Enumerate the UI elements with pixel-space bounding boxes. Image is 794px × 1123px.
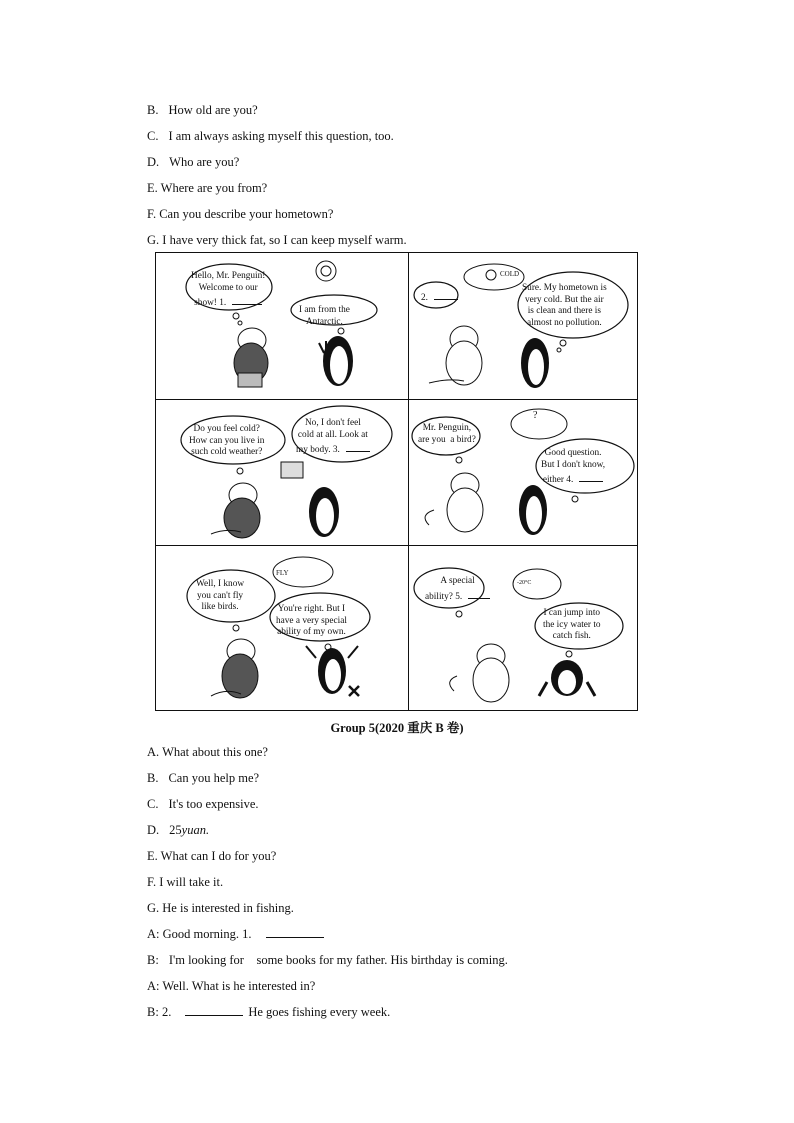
penguin-speech: I can jump into the icy water to catch fish. <box>543 608 601 641</box>
answer-blank <box>185 1005 243 1016</box>
answer-blank <box>434 289 458 300</box>
thought-label: COLD <box>500 270 520 278</box>
thought-label: ? <box>533 410 538 421</box>
answer-blank <box>468 588 490 599</box>
host-speech: Well, I know you can't fly like birds. <box>196 579 245 612</box>
option-g: G. I have very thick fat, so I can keep myself warm. <box>147 233 407 247</box>
thought-label: -20°C <box>517 580 532 586</box>
comic-panel-4 <box>409 400 639 545</box>
option-c: C. I am always asking myself this question, too. <box>147 129 394 143</box>
panel-3-art <box>156 400 408 545</box>
host-speech: Mr. Penguin, are you a bird? <box>418 423 476 445</box>
thought-label: FLY <box>276 569 289 577</box>
option-d: D. Who are you? <box>147 155 240 169</box>
panel-6-art <box>409 546 639 710</box>
penguin-speech: You're right. But I have a very special ability of my own. <box>276 604 347 637</box>
answer-blank <box>346 441 370 452</box>
option-d: D. 25yuan. <box>147 823 210 837</box>
option-c: C. It's too expensive. <box>147 797 259 811</box>
option-e: E. Where are you from? <box>147 181 268 195</box>
dialogue-line: A: Good morning. 1. <box>147 926 324 942</box>
option-f: F. I will take it. <box>147 875 224 889</box>
option-b: B. How old are you? <box>147 103 258 117</box>
dialogue-line: B: I'm looking for some books for my father. His birthday is coming. <box>147 953 508 967</box>
comic-strip <box>155 252 638 711</box>
host-speech: Do you feel cold? How can you live in such cold weather? <box>189 424 265 457</box>
answer-blank <box>266 927 324 938</box>
penguin-speech: No, I don't feel cold at all. Look at my body. 3. <box>296 418 368 455</box>
group-caption: Group 5(2020 重庆 B 卷) <box>330 721 464 735</box>
host-speech: Hello, Mr. Penguin! Welcome to our show! 1. <box>191 271 266 308</box>
answer-blank <box>579 471 603 482</box>
host-speech: A special ability? 5. <box>425 576 490 603</box>
option-g: G. He is interested in fishing. <box>147 901 294 915</box>
dialogue-line: B: 2. He goes fishing every week. <box>147 1005 391 1019</box>
penguin-speech: Sure. My hometown is very cold. But the air is clean and there is almost no pollution. <box>522 283 607 328</box>
option-f: F. Can you describe your hometown? <box>147 207 334 221</box>
option-a: A. What about this one? <box>147 745 268 759</box>
host-speech: 2. <box>421 289 458 305</box>
penguin-speech: Good question. But I don't know, either 4. <box>541 448 606 485</box>
comic-panel-6 <box>409 546 639 710</box>
penguin-speech: I am from the Antarctic. <box>299 305 350 327</box>
option-e: E. What can I do for you? <box>147 849 277 863</box>
comic-panel-3 <box>156 400 408 545</box>
answer-blank <box>232 294 262 305</box>
dialogue-line: A: Well. What is he interested in? <box>147 979 316 993</box>
comic-panel-2 <box>409 253 639 399</box>
option-b: B. Can you help me? <box>147 771 260 785</box>
comic-panel-5 <box>156 546 408 710</box>
comic-panel-1 <box>156 253 408 399</box>
